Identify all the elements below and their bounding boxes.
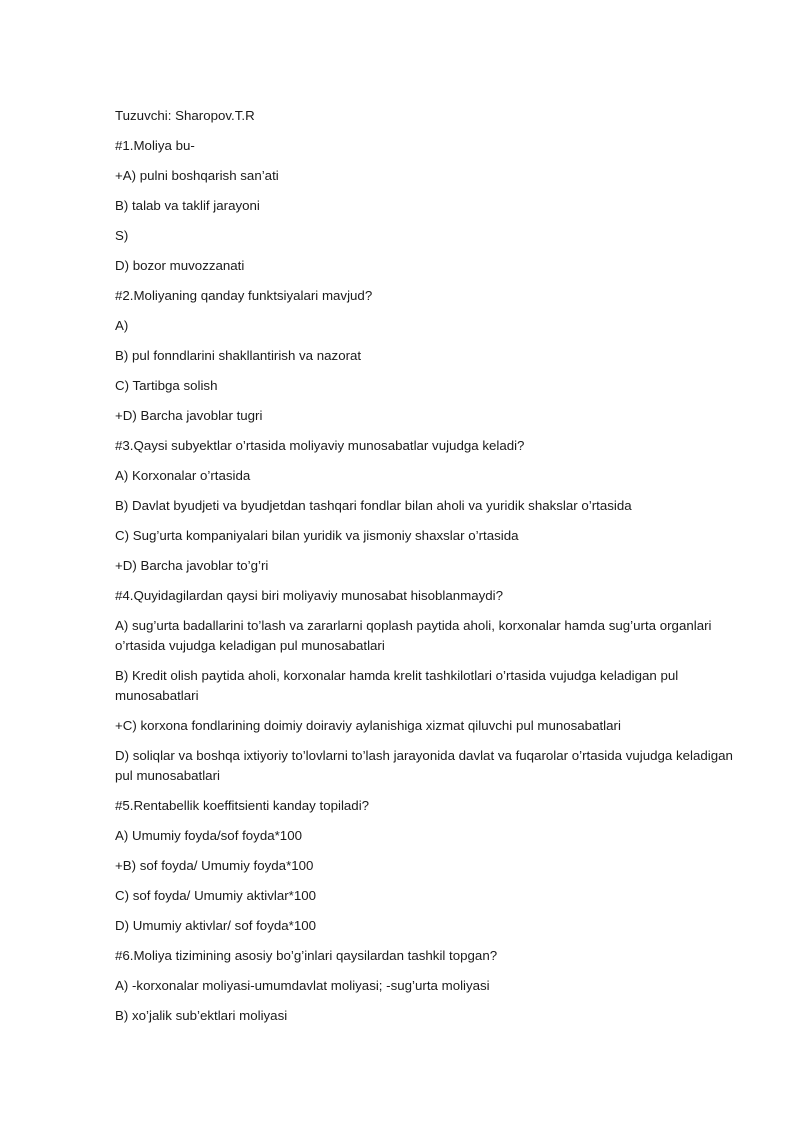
question-4-option-c: +C) korxona fondlarining doimiy doiraviy aylanishiga xizmat qiluvchi pul munosabatlari (115, 718, 621, 733)
question-5-option-b: +B) sof foyda/ Umumiy foyda*100 (115, 858, 314, 873)
question-5-option-c: C) sof foyda/ Umumiy aktivlar*100 (115, 888, 316, 903)
question-5: #5.Rentabellik koeffitsienti kanday topiladi? (115, 798, 370, 813)
question-3-option-c: C) Sug’urta kompaniyalari bilan yuridik va jismoniy shaxslar o’rtasida (115, 528, 519, 543)
question-4-option-b: B) Kredit olish paytida aholi, korxonalar hamda krelit tashkilotlari o’rtasida vujudga keladigan pul munosabatlari (115, 668, 679, 703)
question-3-option-d: +D) Barcha javoblar to’g’ri (115, 558, 269, 573)
question-6-option-a: A) -korxonalar moliyasi-umumdavlat moliyasi; -sug’urta moliyasi (115, 978, 490, 993)
question-2-option-d: +D) Barcha javoblar tugri (115, 408, 263, 423)
question-1-option-b: B) talab va taklif jarayoni (115, 198, 260, 213)
question-1-option-s: S) (115, 228, 129, 243)
author-line: Tuzuvchi: Sharopov.T.R (115, 108, 255, 123)
question-6-option-b: B) xo’jalik sub’ektlari moliyasi (115, 1008, 288, 1023)
question-5-option-a: A) Umumiy foyda/sof foyda*100 (115, 828, 302, 843)
question-2-option-a: A) (115, 318, 129, 333)
question-2-option-b: B) pul fonndlarini shakllantirish va nazorat (115, 348, 362, 363)
question-4-option-a: A) sug’urta badallarini to’lash va zararlarni qoplash paytida aholi, korxonalar hamda sug’urta organlari o’rtasida vujudga keladigan pul munosabatlari (115, 618, 712, 653)
question-4: #4.Quyidagilardan qaysi biri moliyaviy munosabat hisoblanmaydi? (115, 588, 504, 603)
question-2-option-c: C) Tartibga solish (115, 378, 218, 393)
question-3-option-b: B) Davlat byudjeti va byudjetdan tashqari fondlar bilan aholi va yuridik shakslar o’rtasida (115, 498, 632, 513)
question-3-option-a: A) Korxonalar o’rtasida (115, 468, 251, 483)
question-6: #6.Moliya tizimining asosiy bo’g’inlari qaysilardan tashkil topgan? (115, 948, 498, 963)
document-body (115, 106, 735, 1036)
question-1-option-d: D) bozor muvozzanati (115, 258, 245, 273)
question-4-option-d: D) soliqlar va boshqa ixtiyoriy to’lovlarni to’lash jarayonida davlat va fuqarolar o’rtasida vujudga keladigan pul munosabatlari (115, 748, 733, 783)
question-2: #2.Moliyaning qanday funktsiyalari mavjud? (115, 288, 373, 303)
question-3: #3.Qaysi subyektlar o’rtasida moliyaviy munosabatlar vujudga keladi? (115, 438, 525, 453)
question-5-option-d: D) Umumiy aktivlar/ sof foyda*100 (115, 918, 316, 933)
question-1: #1.Moliya bu- (115, 138, 195, 153)
question-1-option-a: +A) pulni boshqarish san’ati (115, 168, 279, 183)
